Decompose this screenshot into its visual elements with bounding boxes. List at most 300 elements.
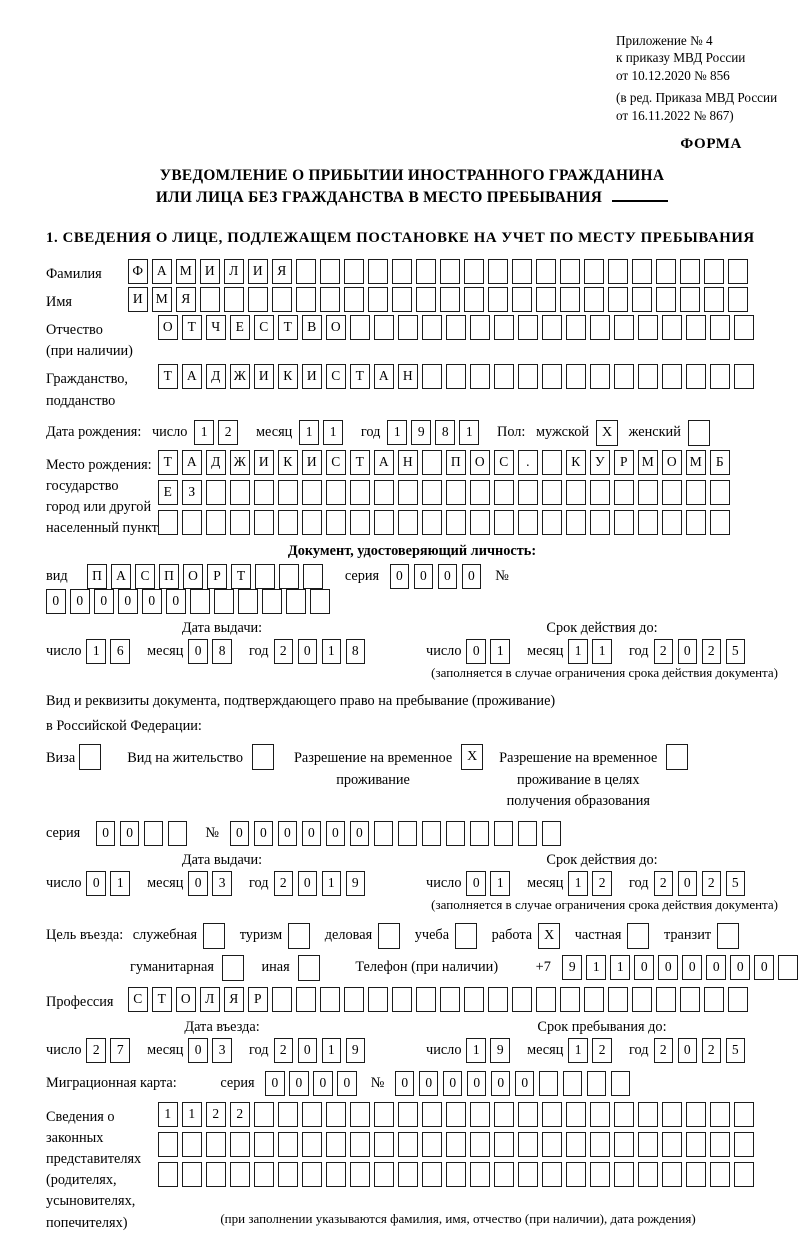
char-cell[interactable]: 1 <box>568 1038 588 1063</box>
char-cell[interactable] <box>464 259 484 284</box>
char-cell[interactable] <box>734 315 754 340</box>
char-cell[interactable] <box>608 287 628 312</box>
temp-residence-edu-checkbox[interactable] <box>666 744 688 770</box>
char-cell[interactable] <box>494 480 514 505</box>
char-cell[interactable] <box>224 287 244 312</box>
char-cell[interactable] <box>158 1162 178 1187</box>
char-cell[interactable] <box>590 1102 610 1127</box>
char-cell[interactable] <box>710 1132 730 1157</box>
char-cell[interactable] <box>518 510 538 535</box>
char-cell[interactable]: 1 <box>323 420 343 445</box>
char-cell[interactable] <box>632 259 652 284</box>
char-cell[interactable] <box>680 287 700 312</box>
char-cell[interactable] <box>542 1102 562 1127</box>
char-cell[interactable] <box>278 1162 298 1187</box>
char-cell[interactable] <box>728 259 748 284</box>
char-cell[interactable] <box>710 1102 730 1127</box>
char-cell[interactable] <box>374 1132 394 1157</box>
char-cell[interactable] <box>278 510 298 535</box>
char-cell[interactable] <box>662 480 682 505</box>
char-cell[interactable]: Я <box>176 287 196 312</box>
char-cell[interactable]: Т <box>158 450 178 475</box>
char-cell[interactable] <box>494 821 514 846</box>
char-cell[interactable] <box>542 364 562 389</box>
visa-checkbox[interactable] <box>79 744 101 770</box>
char-cell[interactable] <box>542 1132 562 1157</box>
char-cell[interactable] <box>488 287 508 312</box>
char-cell[interactable] <box>278 1102 298 1127</box>
char-cell[interactable]: М <box>176 259 196 284</box>
char-cell[interactable]: 5 <box>726 871 746 896</box>
purpose-business-checkbox[interactable] <box>378 923 400 949</box>
char-cell[interactable]: 0 <box>730 955 750 980</box>
char-cell[interactable] <box>542 315 562 340</box>
char-cell[interactable]: 0 <box>658 955 678 980</box>
char-cell[interactable]: 0 <box>254 821 274 846</box>
char-cell[interactable]: 1 <box>466 1038 486 1063</box>
char-cell[interactable] <box>470 510 490 535</box>
char-cell[interactable] <box>470 315 490 340</box>
char-cell[interactable] <box>680 259 700 284</box>
char-cell[interactable] <box>778 955 798 980</box>
char-cell[interactable]: 0 <box>302 821 322 846</box>
char-cell[interactable]: 0 <box>467 1071 487 1096</box>
char-cell[interactable]: Я <box>272 259 292 284</box>
char-cell[interactable]: 1 <box>182 1102 202 1127</box>
char-cell[interactable] <box>374 315 394 340</box>
char-cell[interactable]: 0 <box>515 1071 535 1096</box>
char-cell[interactable] <box>560 259 580 284</box>
char-cell[interactable] <box>416 287 436 312</box>
char-cell[interactable]: 8 <box>435 420 455 445</box>
char-cell[interactable] <box>326 1132 346 1157</box>
char-cell[interactable] <box>470 821 490 846</box>
char-cell[interactable] <box>278 480 298 505</box>
char-cell[interactable]: 2 <box>702 639 722 664</box>
char-cell[interactable] <box>638 1132 658 1157</box>
char-cell[interactable] <box>518 1162 538 1187</box>
char-cell[interactable]: Т <box>182 315 202 340</box>
char-cell[interactable] <box>470 1102 490 1127</box>
char-cell[interactable] <box>566 510 586 535</box>
char-cell[interactable] <box>182 1162 202 1187</box>
char-cell[interactable] <box>734 1102 754 1127</box>
char-cell[interactable]: 0 <box>706 955 726 980</box>
char-cell[interactable]: 2 <box>274 1038 294 1063</box>
char-cell[interactable]: Н <box>398 364 418 389</box>
char-cell[interactable] <box>638 315 658 340</box>
temp-residence-checkbox[interactable]: X <box>461 744 483 770</box>
char-cell[interactable] <box>686 1102 706 1127</box>
female-checkbox[interactable] <box>688 420 710 446</box>
char-cell[interactable]: Т <box>350 364 370 389</box>
char-cell[interactable]: У <box>590 450 610 475</box>
char-cell[interactable]: А <box>374 450 394 475</box>
purpose-transit-checkbox[interactable] <box>717 923 739 949</box>
char-cell[interactable] <box>446 1132 466 1157</box>
char-cell[interactable] <box>255 564 275 589</box>
char-cell[interactable]: 1 <box>194 420 214 445</box>
char-cell[interactable]: 0 <box>491 1071 511 1096</box>
char-cell[interactable] <box>518 1132 538 1157</box>
char-cell[interactable]: 5 <box>726 1038 746 1063</box>
char-cell[interactable] <box>446 480 466 505</box>
char-cell[interactable] <box>398 510 418 535</box>
char-cell[interactable] <box>206 480 226 505</box>
char-cell[interactable] <box>656 987 676 1012</box>
char-cell[interactable] <box>248 287 268 312</box>
char-cell[interactable] <box>344 259 364 284</box>
purpose-humanitarian-checkbox[interactable] <box>222 955 244 981</box>
char-cell[interactable] <box>350 315 370 340</box>
char-cell[interactable]: П <box>446 450 466 475</box>
char-cell[interactable] <box>230 1132 250 1157</box>
char-cell[interactable]: Н <box>398 450 418 475</box>
char-cell[interactable] <box>704 287 724 312</box>
char-cell[interactable] <box>320 987 340 1012</box>
char-cell[interactable]: 0 <box>188 1038 208 1063</box>
char-cell[interactable] <box>512 287 532 312</box>
char-cell[interactable] <box>214 589 234 614</box>
char-cell[interactable] <box>206 1132 226 1157</box>
char-cell[interactable]: 0 <box>419 1071 439 1096</box>
char-cell[interactable] <box>710 510 730 535</box>
char-cell[interactable] <box>560 987 580 1012</box>
char-cell[interactable]: О <box>326 315 346 340</box>
char-cell[interactable]: К <box>566 450 586 475</box>
char-cell[interactable]: 6 <box>110 639 130 664</box>
char-cell[interactable] <box>422 1162 442 1187</box>
char-cell[interactable]: 8 <box>346 639 366 664</box>
char-cell[interactable] <box>614 364 634 389</box>
char-cell[interactable] <box>254 1102 274 1127</box>
char-cell[interactable]: 0 <box>390 564 410 589</box>
char-cell[interactable]: 0 <box>326 821 346 846</box>
char-cell[interactable] <box>350 1162 370 1187</box>
char-cell[interactable]: 0 <box>278 821 298 846</box>
char-cell[interactable]: 1 <box>459 420 479 445</box>
char-cell[interactable]: 9 <box>346 1038 366 1063</box>
char-cell[interactable] <box>566 480 586 505</box>
char-cell[interactable] <box>374 1162 394 1187</box>
char-cell[interactable]: С <box>326 450 346 475</box>
char-cell[interactable] <box>542 510 562 535</box>
char-cell[interactable]: 1 <box>110 871 130 896</box>
char-cell[interactable]: И <box>302 450 322 475</box>
char-cell[interactable] <box>662 315 682 340</box>
char-cell[interactable] <box>728 287 748 312</box>
char-cell[interactable]: 2 <box>702 871 722 896</box>
char-cell[interactable] <box>302 1162 322 1187</box>
char-cell[interactable]: 0 <box>438 564 458 589</box>
char-cell[interactable] <box>368 287 388 312</box>
char-cell[interactable]: 1 <box>322 1038 342 1063</box>
char-cell[interactable]: О <box>183 564 203 589</box>
char-cell[interactable]: Ч <box>206 315 226 340</box>
char-cell[interactable] <box>590 1162 610 1187</box>
char-cell[interactable]: Я <box>224 987 244 1012</box>
char-cell[interactable]: И <box>128 287 148 312</box>
char-cell[interactable]: А <box>374 364 394 389</box>
char-cell[interactable] <box>662 1102 682 1127</box>
char-cell[interactable]: 1 <box>568 871 588 896</box>
char-cell[interactable] <box>560 287 580 312</box>
char-cell[interactable] <box>326 510 346 535</box>
char-cell[interactable]: Т <box>350 450 370 475</box>
char-cell[interactable] <box>350 1102 370 1127</box>
char-cell[interactable] <box>296 987 316 1012</box>
char-cell[interactable]: 2 <box>274 871 294 896</box>
char-cell[interactable]: 2 <box>218 420 238 445</box>
char-cell[interactable]: С <box>128 987 148 1012</box>
char-cell[interactable]: 3 <box>212 1038 232 1063</box>
male-checkbox[interactable]: X <box>596 420 618 446</box>
char-cell[interactable]: 2 <box>592 871 612 896</box>
char-cell[interactable] <box>368 987 388 1012</box>
char-cell[interactable]: 0 <box>188 871 208 896</box>
char-cell[interactable] <box>656 259 676 284</box>
char-cell[interactable] <box>350 480 370 505</box>
char-cell[interactable] <box>440 987 460 1012</box>
char-cell[interactable]: К <box>278 450 298 475</box>
char-cell[interactable]: М <box>152 287 172 312</box>
char-cell[interactable] <box>398 1132 418 1157</box>
purpose-study-checkbox[interactable] <box>455 923 477 949</box>
char-cell[interactable]: 1 <box>158 1102 178 1127</box>
char-cell[interactable]: 0 <box>188 639 208 664</box>
char-cell[interactable] <box>286 589 306 614</box>
char-cell[interactable]: 0 <box>46 589 66 614</box>
char-cell[interactable] <box>302 1132 322 1157</box>
char-cell[interactable]: 0 <box>678 1038 698 1063</box>
char-cell[interactable] <box>344 987 364 1012</box>
char-cell[interactable] <box>587 1071 607 1096</box>
char-cell[interactable] <box>563 1071 583 1096</box>
char-cell[interactable]: 0 <box>754 955 774 980</box>
char-cell[interactable] <box>686 315 706 340</box>
char-cell[interactable]: Т <box>231 564 251 589</box>
char-cell[interactable] <box>518 315 538 340</box>
char-cell[interactable] <box>303 564 323 589</box>
char-cell[interactable]: . <box>518 450 538 475</box>
char-cell[interactable]: С <box>135 564 155 589</box>
char-cell[interactable] <box>254 510 274 535</box>
char-cell[interactable] <box>310 589 330 614</box>
char-cell[interactable]: 2 <box>206 1102 226 1127</box>
char-cell[interactable] <box>728 987 748 1012</box>
char-cell[interactable] <box>144 821 164 846</box>
char-cell[interactable] <box>446 1102 466 1127</box>
char-cell[interactable] <box>470 1132 490 1157</box>
char-cell[interactable]: 9 <box>562 955 582 980</box>
char-cell[interactable]: З <box>182 480 202 505</box>
char-cell[interactable] <box>518 1102 538 1127</box>
char-cell[interactable] <box>686 364 706 389</box>
char-cell[interactable] <box>614 315 634 340</box>
char-cell[interactable] <box>398 821 418 846</box>
char-cell[interactable] <box>710 1162 730 1187</box>
char-cell[interactable]: А <box>182 364 202 389</box>
char-cell[interactable] <box>686 1132 706 1157</box>
char-cell[interactable]: 0 <box>86 871 106 896</box>
char-cell[interactable]: 5 <box>726 639 746 664</box>
char-cell[interactable] <box>422 821 442 846</box>
char-cell[interactable] <box>614 1132 634 1157</box>
char-cell[interactable]: 2 <box>654 639 674 664</box>
char-cell[interactable]: А <box>182 450 202 475</box>
char-cell[interactable] <box>686 510 706 535</box>
char-cell[interactable] <box>398 1102 418 1127</box>
char-cell[interactable] <box>662 1132 682 1157</box>
char-cell[interactable] <box>254 1132 274 1157</box>
char-cell[interactable] <box>302 510 322 535</box>
char-cell[interactable] <box>590 364 610 389</box>
char-cell[interactable] <box>488 987 508 1012</box>
char-cell[interactable]: Т <box>158 364 178 389</box>
char-cell[interactable]: 9 <box>346 871 366 896</box>
char-cell[interactable]: 0 <box>682 955 702 980</box>
char-cell[interactable] <box>272 287 292 312</box>
char-cell[interactable]: С <box>326 364 346 389</box>
char-cell[interactable] <box>734 1162 754 1187</box>
char-cell[interactable] <box>320 259 340 284</box>
char-cell[interactable]: Р <box>248 987 268 1012</box>
char-cell[interactable] <box>254 480 274 505</box>
char-cell[interactable] <box>638 1102 658 1127</box>
char-cell[interactable]: 0 <box>443 1071 463 1096</box>
char-cell[interactable]: 0 <box>289 1071 309 1096</box>
char-cell[interactable] <box>238 589 258 614</box>
char-cell[interactable] <box>584 987 604 1012</box>
char-cell[interactable] <box>206 1162 226 1187</box>
char-cell[interactable] <box>536 287 556 312</box>
char-cell[interactable]: 1 <box>490 639 510 664</box>
char-cell[interactable] <box>494 1132 514 1157</box>
char-cell[interactable]: 1 <box>490 871 510 896</box>
char-cell[interactable]: 8 <box>212 639 232 664</box>
char-cell[interactable] <box>611 1071 631 1096</box>
char-cell[interactable]: 2 <box>702 1038 722 1063</box>
char-cell[interactable]: 0 <box>414 564 434 589</box>
char-cell[interactable]: 1 <box>586 955 606 980</box>
char-cell[interactable]: 2 <box>654 1038 674 1063</box>
char-cell[interactable] <box>542 480 562 505</box>
char-cell[interactable] <box>566 364 586 389</box>
char-cell[interactable] <box>446 315 466 340</box>
purpose-tourism-checkbox[interactable] <box>288 923 310 949</box>
char-cell[interactable] <box>374 480 394 505</box>
char-cell[interactable] <box>446 510 466 535</box>
char-cell[interactable]: 2 <box>274 639 294 664</box>
char-cell[interactable] <box>200 287 220 312</box>
char-cell[interactable] <box>398 480 418 505</box>
char-cell[interactable]: 0 <box>298 639 318 664</box>
char-cell[interactable]: 1 <box>299 420 319 445</box>
char-cell[interactable]: 1 <box>592 639 612 664</box>
char-cell[interactable]: 1 <box>568 639 588 664</box>
char-cell[interactable] <box>470 480 490 505</box>
char-cell[interactable]: 0 <box>120 821 140 846</box>
char-cell[interactable] <box>539 1071 559 1096</box>
char-cell[interactable] <box>262 589 282 614</box>
char-cell[interactable] <box>686 480 706 505</box>
char-cell[interactable] <box>296 287 316 312</box>
char-cell[interactable]: П <box>159 564 179 589</box>
char-cell[interactable]: 2 <box>592 1038 612 1063</box>
char-cell[interactable] <box>422 364 442 389</box>
char-cell[interactable] <box>422 510 442 535</box>
char-cell[interactable]: 0 <box>118 589 138 614</box>
char-cell[interactable] <box>320 287 340 312</box>
char-cell[interactable]: О <box>662 450 682 475</box>
char-cell[interactable]: С <box>254 315 274 340</box>
char-cell[interactable] <box>278 1132 298 1157</box>
char-cell[interactable]: Е <box>230 315 250 340</box>
char-cell[interactable] <box>584 287 604 312</box>
char-cell[interactable] <box>734 1132 754 1157</box>
char-cell[interactable] <box>590 510 610 535</box>
char-cell[interactable]: 0 <box>313 1071 333 1096</box>
char-cell[interactable] <box>374 821 394 846</box>
char-cell[interactable] <box>296 259 316 284</box>
char-cell[interactable]: Д <box>206 364 226 389</box>
char-cell[interactable]: 0 <box>678 639 698 664</box>
char-cell[interactable] <box>512 259 532 284</box>
char-cell[interactable] <box>590 315 610 340</box>
char-cell[interactable] <box>536 987 556 1012</box>
char-cell[interactable] <box>566 315 586 340</box>
char-cell[interactable]: 0 <box>466 871 486 896</box>
char-cell[interactable] <box>230 1162 250 1187</box>
char-cell[interactable]: М <box>638 450 658 475</box>
char-cell[interactable] <box>734 364 754 389</box>
char-cell[interactable] <box>464 987 484 1012</box>
char-cell[interactable] <box>494 1102 514 1127</box>
char-cell[interactable]: В <box>302 315 322 340</box>
char-cell[interactable] <box>632 287 652 312</box>
char-cell[interactable]: 7 <box>110 1038 130 1063</box>
char-cell[interactable]: 0 <box>298 871 318 896</box>
char-cell[interactable] <box>302 1102 322 1127</box>
char-cell[interactable] <box>446 364 466 389</box>
char-cell[interactable] <box>464 287 484 312</box>
char-cell[interactable]: И <box>302 364 322 389</box>
char-cell[interactable] <box>326 1162 346 1187</box>
char-cell[interactable] <box>344 287 364 312</box>
char-cell[interactable] <box>566 1132 586 1157</box>
char-cell[interactable] <box>446 1162 466 1187</box>
char-cell[interactable]: А <box>111 564 131 589</box>
char-cell[interactable] <box>662 364 682 389</box>
char-cell[interactable] <box>542 450 562 475</box>
char-cell[interactable]: И <box>200 259 220 284</box>
char-cell[interactable] <box>230 480 250 505</box>
char-cell[interactable] <box>614 1102 634 1127</box>
char-cell[interactable]: Е <box>158 480 178 505</box>
char-cell[interactable] <box>512 987 532 1012</box>
char-cell[interactable] <box>632 987 652 1012</box>
purpose-official-checkbox[interactable] <box>203 923 225 949</box>
char-cell[interactable]: Т <box>152 987 172 1012</box>
char-cell[interactable] <box>392 287 412 312</box>
char-cell[interactable] <box>518 364 538 389</box>
char-cell[interactable] <box>680 987 700 1012</box>
char-cell[interactable] <box>542 821 562 846</box>
char-cell[interactable] <box>168 821 188 846</box>
char-cell[interactable] <box>710 315 730 340</box>
char-cell[interactable]: Ж <box>230 364 250 389</box>
char-cell[interactable]: 0 <box>142 589 162 614</box>
